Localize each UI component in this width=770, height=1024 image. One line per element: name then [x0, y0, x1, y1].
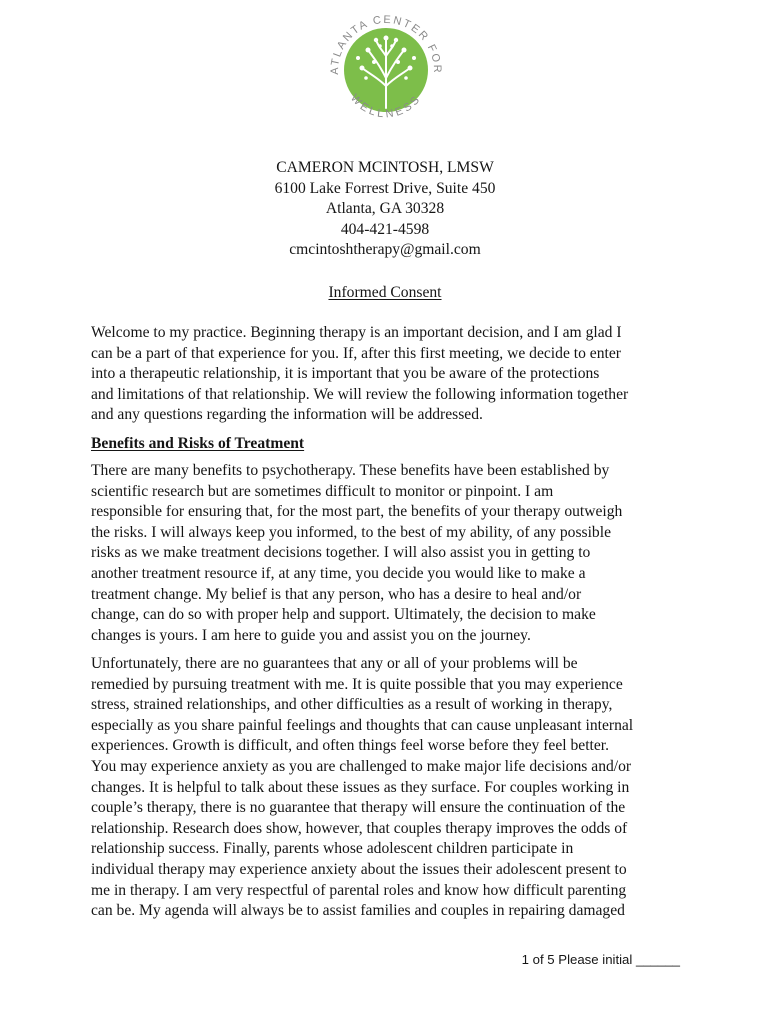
logo-text-bottom: WELLNESS: [347, 92, 424, 121]
text-line: changes. It is helpful to talk about these issues as they surface. For couples working in: [91, 778, 630, 796]
text-line: can be a part of that experience for you. If, after this first meeting, we decide to enter: [91, 344, 621, 362]
welcome-paragraph: [91, 323, 687, 426]
text-line: and limitations of that relationship. We will review the following information together: [91, 385, 629, 403]
text-line: treatment change. My belief is that any person, who has a desire to heal and/or: [91, 585, 582, 603]
benefits-paragraph: [91, 461, 687, 646]
document-title: [0, 283, 770, 303]
atlanta-center-for-wellness-logo: [318, 0, 454, 142]
text-line: another treatment resource if, at any time, you decide you would like to make a: [91, 564, 586, 582]
street-address: 6100 Lake Forrest Drive, Suite 450: [274, 179, 496, 197]
text-line: the risks. I will always keep you informed, to the best of my ability, of any possible: [91, 523, 611, 541]
text-line: There are many benefits to psychotherapy. These benefits have been established by: [91, 462, 610, 479]
risks-paragraph: [91, 654, 687, 922]
text-line: change, can do so with proper help and support. Ultimately, the decision to make: [91, 606, 596, 624]
text-line: individual therapy may experience anxiety about the issues their adolescent present to: [91, 860, 627, 878]
text-line: remedied by pursuing treatment with me. It is quite possible that you may experience: [91, 675, 623, 693]
text-line: stress, strained relationships, and other difficulties as a result of working in therapy,: [91, 696, 613, 714]
section-heading-text: Benefits and Risks of Treatment: [91, 435, 305, 452]
text-line: into a therapeutic relationship, it is important that you be aware of the protections: [91, 365, 600, 383]
contact-block: [0, 158, 770, 261]
email-address: cmcintoshtherapy@gmail.com: [289, 241, 481, 259]
therapist-name: CAMERON MCINTOSH, LMSW: [276, 159, 494, 176]
text-line: especially as you share painful feelings and thoughts that can cause unpleasant internal: [91, 716, 634, 734]
text-line: responsible for ensuring that, for the most part, the benefits of your therapy outweigh: [91, 503, 623, 521]
text-line: changes is yours. I am here to guide you and assist you on the journey.: [91, 626, 531, 644]
text-line: experiences. Growth is difficult, and often things feel worse before they feel better.: [91, 737, 610, 755]
text-line: can be. My agenda will always be to assist families and couples in repairing damaged: [91, 902, 625, 920]
logo-text-top: ATLANTA CENTER FOR: [328, 13, 444, 75]
text-line: and any questions regarding the information will be addressed.: [91, 406, 483, 424]
text-line: scientific research but are sometimes difficult to monitor or pinpoint. I am: [91, 482, 554, 500]
text-line: couple’s therapy, there is no guarantee that therapy will ensure the continuation of the: [91, 799, 626, 817]
text-line: relationship success. Finally, parents whose adolescent children participate in: [91, 840, 574, 858]
text-line: relationship. Research does show, however, that couples therapy improves the odds of: [91, 819, 628, 837]
text-line: Unfortunately, there are no guarantees that any or all of your problems will be: [91, 655, 578, 672]
text-line: me in therapy. I am very respectful of parental roles and know how difficult parenting: [91, 881, 627, 899]
section-heading: [91, 434, 687, 455]
text-line: Welcome to my practice. Beginning therapy is an important decision, and I am glad I: [91, 324, 622, 341]
page-footer: [430, 951, 680, 969]
text-line: You may experience anxiety as you are challenged to make major life decisions and/or: [91, 757, 632, 775]
document-title-text: Informed Consent: [328, 284, 442, 301]
phone-number: 404-421-4598: [340, 220, 430, 238]
page-number-initial: 1 of 5 Please initial ______: [521, 952, 680, 967]
tree-logo-icon: [318, 0, 454, 142]
city-state-zip: Atlanta, GA 30328: [325, 200, 445, 218]
text-line: risks as we make treatment decisions together. I will also assist you in getting to: [91, 544, 591, 562]
